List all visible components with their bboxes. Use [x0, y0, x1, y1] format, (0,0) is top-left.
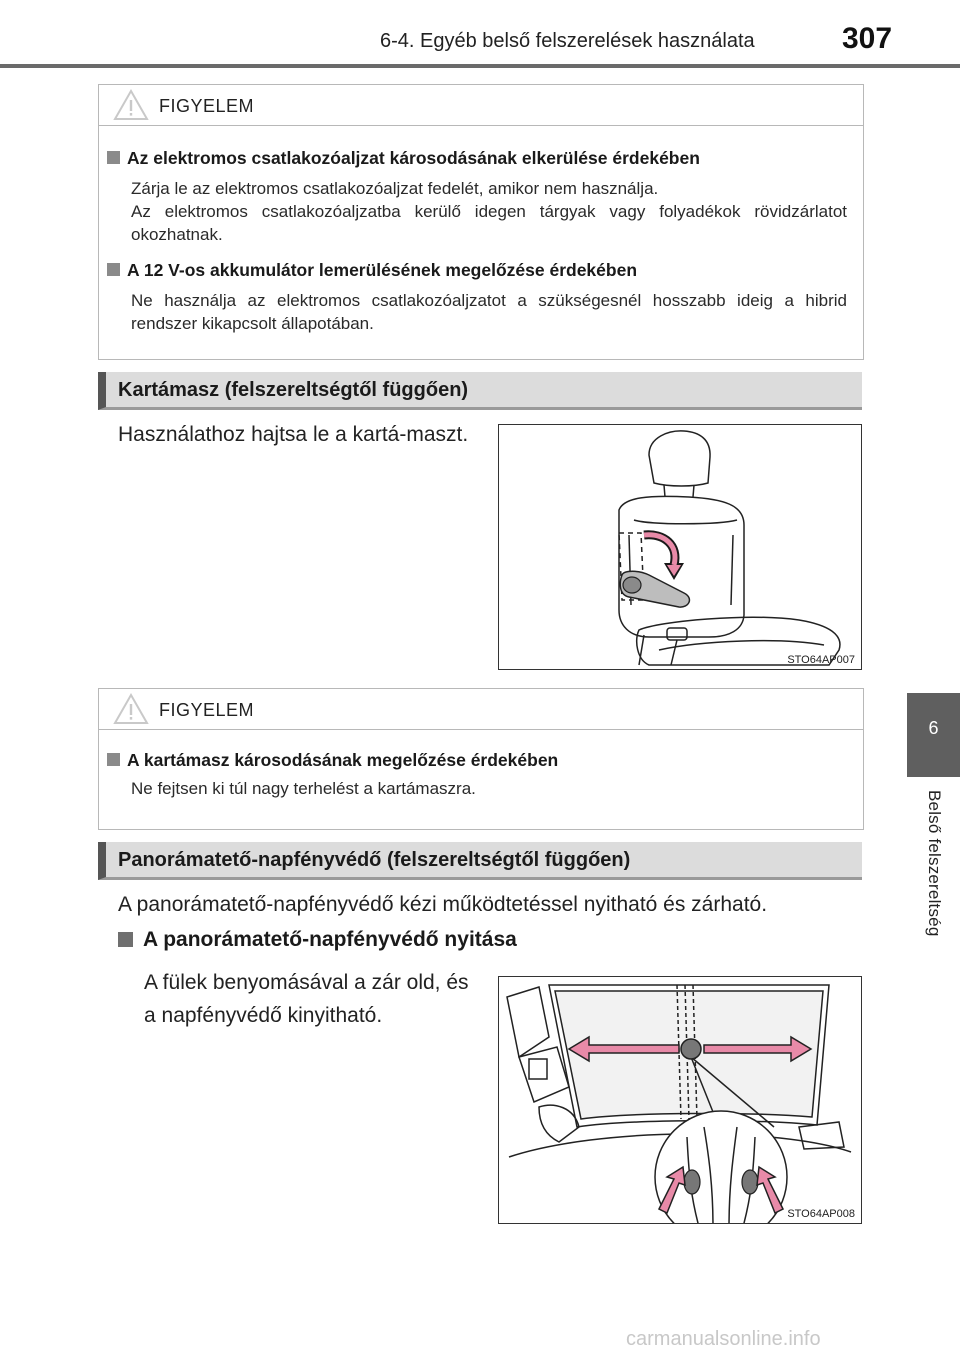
warning-item	[107, 260, 847, 335]
warning-item-text: Ne használja az elektromos csatlakozóaljzatot a szükségesnél hosszabb ideig a hibrid rendszer kikapcsolt állapotában.	[131, 291, 847, 333]
header-rule	[0, 64, 960, 68]
bullet-square-icon	[107, 151, 120, 164]
chapter-number: 6	[928, 718, 939, 738]
sunshade-instruction: A fülek benyomásával a zár old, és a napfényvédő kinyitható.	[144, 971, 469, 1027]
warning-item-heading: A kartámasz károsodásának megelőzése érdekében	[107, 750, 847, 771]
warning-triangle-icon	[113, 693, 149, 725]
section-heading-sunshade: Panorámatető-napfényvédő (felszereltségtől függően)	[98, 842, 862, 880]
chapter-tab	[907, 693, 960, 777]
warning-header	[99, 85, 863, 126]
bullet-square-icon	[118, 932, 133, 947]
seat-armrest-illustration	[499, 425, 861, 669]
warning-item-text: Zárja le az elektromos csatlakozóaljzat fedelét, amikor nem használja.	[131, 179, 659, 198]
bullet-square-icon	[107, 263, 120, 276]
armrest-instruction: Használathoz hajtsa le a kartá-maszt.	[118, 423, 469, 446]
section-heading-armrest: Kartámasz (felszereltségtől függően)	[98, 372, 862, 410]
watermark: carmanualsonline.info	[626, 1328, 821, 1350]
sunshade-illustration	[499, 977, 861, 1223]
section-title: 6-4. Egyéb belső felszerelések használata	[380, 30, 755, 52]
warning-item-text: Az elektromos csatlakozóaljzatba kerülő idegen tárgyak vagy folyadékok rövidzárlatot okozhatnak.	[131, 202, 847, 244]
warning-title: FIGYELEM	[159, 700, 255, 720]
bullet-square-icon	[107, 753, 120, 766]
page-number: 307	[842, 22, 893, 55]
figure-code: STO64AP007	[787, 654, 855, 666]
warning-item-heading: A 12 V-os akkumulátor lemerülésének megelőzése érdekében	[107, 260, 847, 281]
armrest-figure	[498, 424, 862, 670]
figure-code: STO64AP008	[787, 1208, 855, 1220]
warning-item	[107, 750, 847, 800]
warning-title: FIGYELEM	[159, 96, 255, 116]
warning-item	[107, 148, 847, 246]
warning-box	[98, 688, 864, 830]
sunshade-intro: A panorámatető-napfényvédő kézi működtetéssel nyitható és zárható.	[118, 893, 768, 916]
chapter-label: Belső felszereltség	[925, 790, 944, 937]
sunshade-figure	[498, 976, 862, 1224]
warning-box	[98, 84, 864, 360]
warning-triangle-icon	[113, 89, 149, 121]
warning-item-text: Ne fejtsen ki túl nagy terhelést a kartámaszra.	[131, 779, 476, 798]
warning-item-heading: Az elektromos csatlakozóaljzat károsodásának elkerülése érdekében	[107, 148, 847, 169]
sunshade-sub-heading: A panorámatető-napfényvédő nyitása	[118, 928, 517, 952]
warning-header	[99, 689, 863, 730]
